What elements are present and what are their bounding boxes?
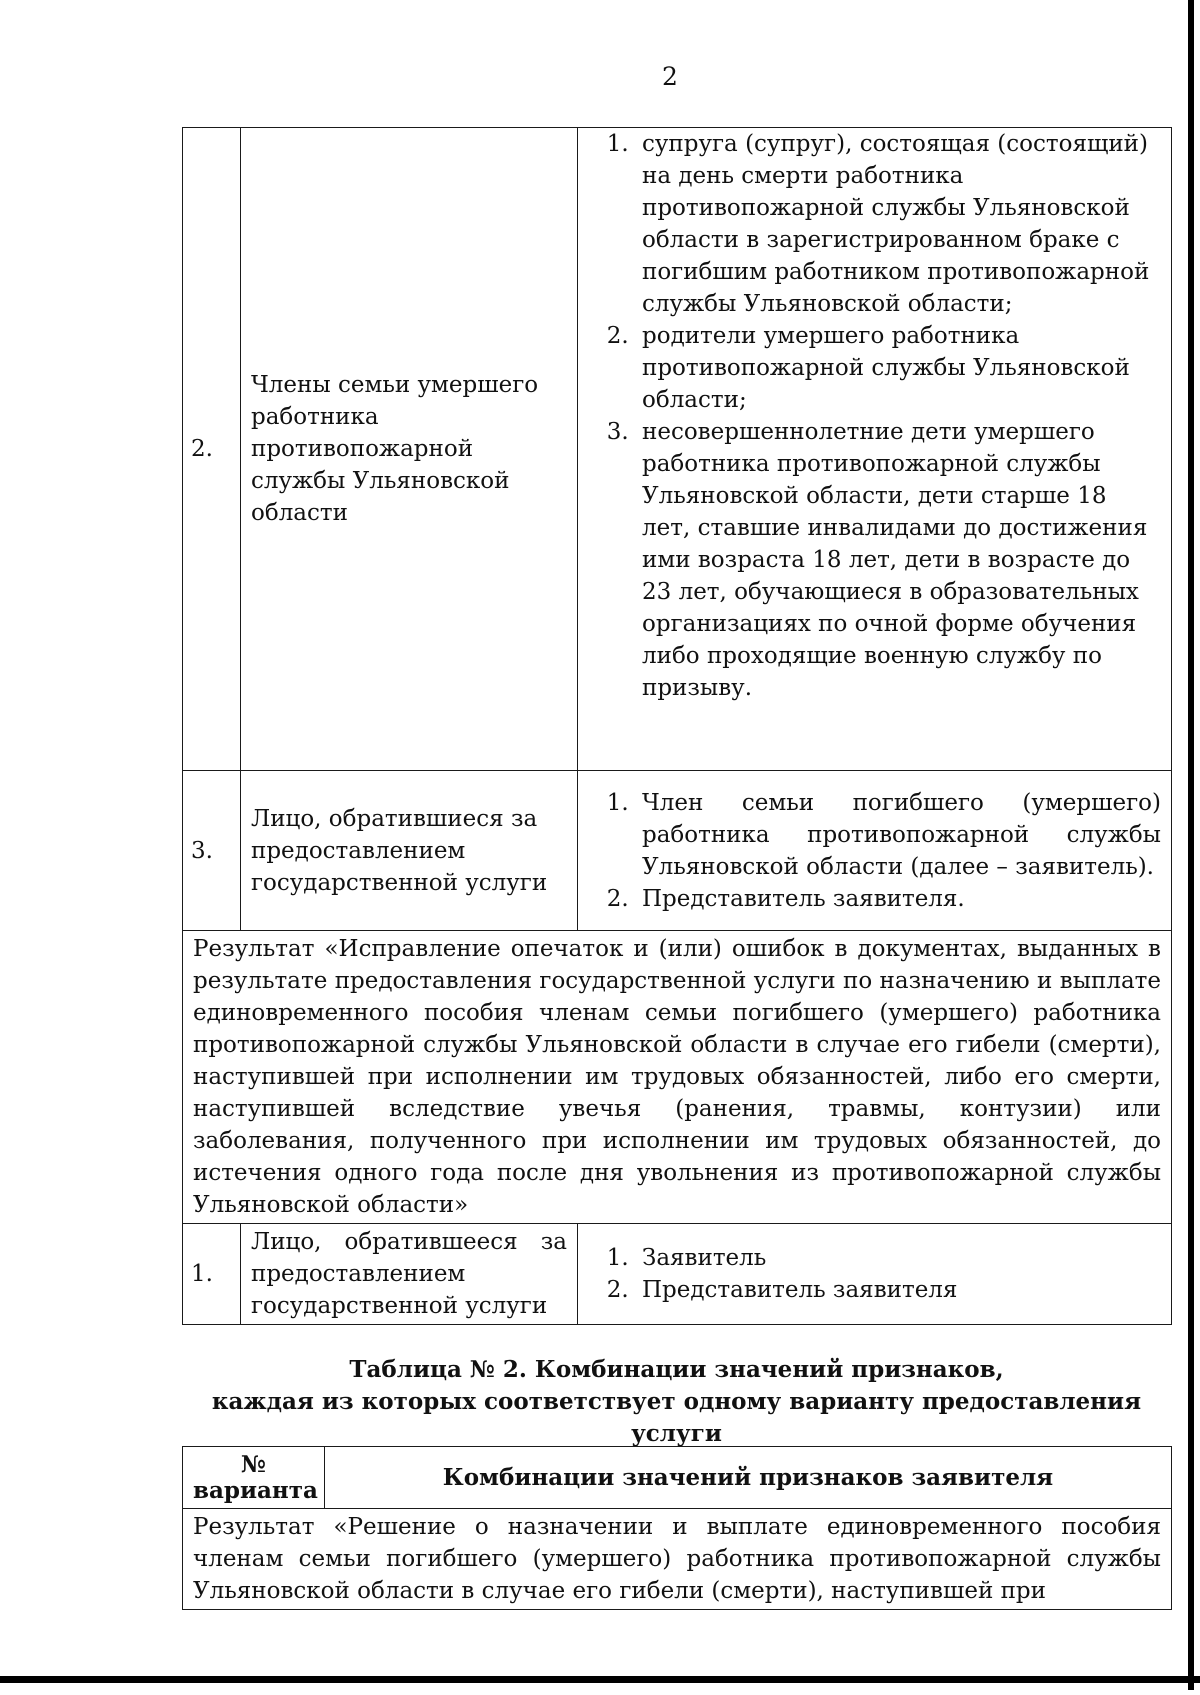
table-caption-line-2: каждая из которых соответствует одному варианту предоставления услуги	[211, 1388, 1142, 1447]
values-cell	[578, 771, 1172, 931]
values-cell	[578, 1224, 1172, 1325]
values-list	[588, 787, 1161, 915]
page-number: 2	[662, 62, 678, 91]
list-item: 2. Представитель заявителя.	[636, 883, 1161, 915]
table-caption-line-1: Таблица № 2. Комбинации значений признаков,	[349, 1356, 1004, 1383]
result-cell: Результат «Исправление опечаток и (или) ошибок в документах, выданных в результате предоставления государственной услуги по назначению и выплате единовременного пособия членам семьи погибшего (умершего) работника противопожарной службы Ульяновской области в случае его гибели (смерти), наступившей при исполнении им трудовых обязанностей, либо его смерти, наступившей вследствие увечья (ранения, травмы, контузии) или заболевания, полученного при исполнении им трудовых обязанностей, до истечения одного года после дня увольнения из противопожарной службы Ульяновской области»	[183, 931, 1172, 1224]
header-combinations: Комбинации значений признаков заявителя	[325, 1447, 1172, 1509]
list-item: 1. Член семьи погибшего (умершего) работника противопожарной службы Ульяновской области (далее – заявитель).	[636, 787, 1161, 883]
table-row	[183, 1224, 1172, 1325]
row-number: 3.	[183, 771, 241, 931]
criterion-cell: Лицо, обратившееся за предоставлением государственной услуги	[241, 1224, 578, 1325]
row-number: 2.	[183, 128, 241, 771]
table-row	[183, 128, 1172, 771]
row-number: 1.	[183, 1224, 241, 1325]
list-item: 2. Представитель заявителя	[636, 1274, 1161, 1306]
header-num-symbol: №	[241, 1450, 266, 1478]
header-num-label: варианта	[193, 1476, 318, 1504]
list-item: 1. Заявитель	[636, 1242, 1161, 1274]
criterion-cell: Лицо, обратившиеся за предоставлением государственной услуги	[241, 771, 578, 931]
list-item: 2. родители умершего работника противопожарной службы Ульяновской области;	[636, 320, 1161, 416]
result-cell: Результат «Решение о назначении и выплате единовременного пособия членам семьи погибшего (умершего) работника противопожарной службы Ульяновской области в случае его гибели (смерти), наступившей при	[183, 1509, 1172, 1610]
criterion-cell: Члены семьи умершего работника противопожарной службы Ульяновской области	[241, 128, 578, 771]
scan-edge-right	[1188, 0, 1194, 1690]
table-row	[183, 771, 1172, 931]
list-item: 3. несовершеннолетние дети умершего работника противопожарной службы Ульяновской области, дети старше 18 лет, ставшие инвалидами до достижения ими возраста 18 лет, дети в возрасте до 23 лет, обучающиеся в образовательных организациях по очной форме обучения либо проходящие военную службу по призыву.	[636, 416, 1161, 704]
table-row	[183, 931, 1172, 1224]
values-cell	[578, 128, 1172, 771]
table-header-row	[183, 1447, 1172, 1509]
list-item: 1. супруга (супруг), состоящая (состоящий) на день смерти работника противопожарной службы Ульяновской области в зарегистрированном браке с погибшим работником противопожарной службы Ульяновской области;	[636, 128, 1161, 320]
criteria-table	[182, 127, 1172, 1325]
table-row	[183, 1509, 1172, 1610]
variants-table	[182, 1446, 1172, 1610]
header-variant-number	[183, 1447, 325, 1509]
values-list	[588, 1242, 1161, 1306]
values-list	[588, 128, 1161, 704]
scan-edge-bottom	[0, 1676, 1200, 1683]
